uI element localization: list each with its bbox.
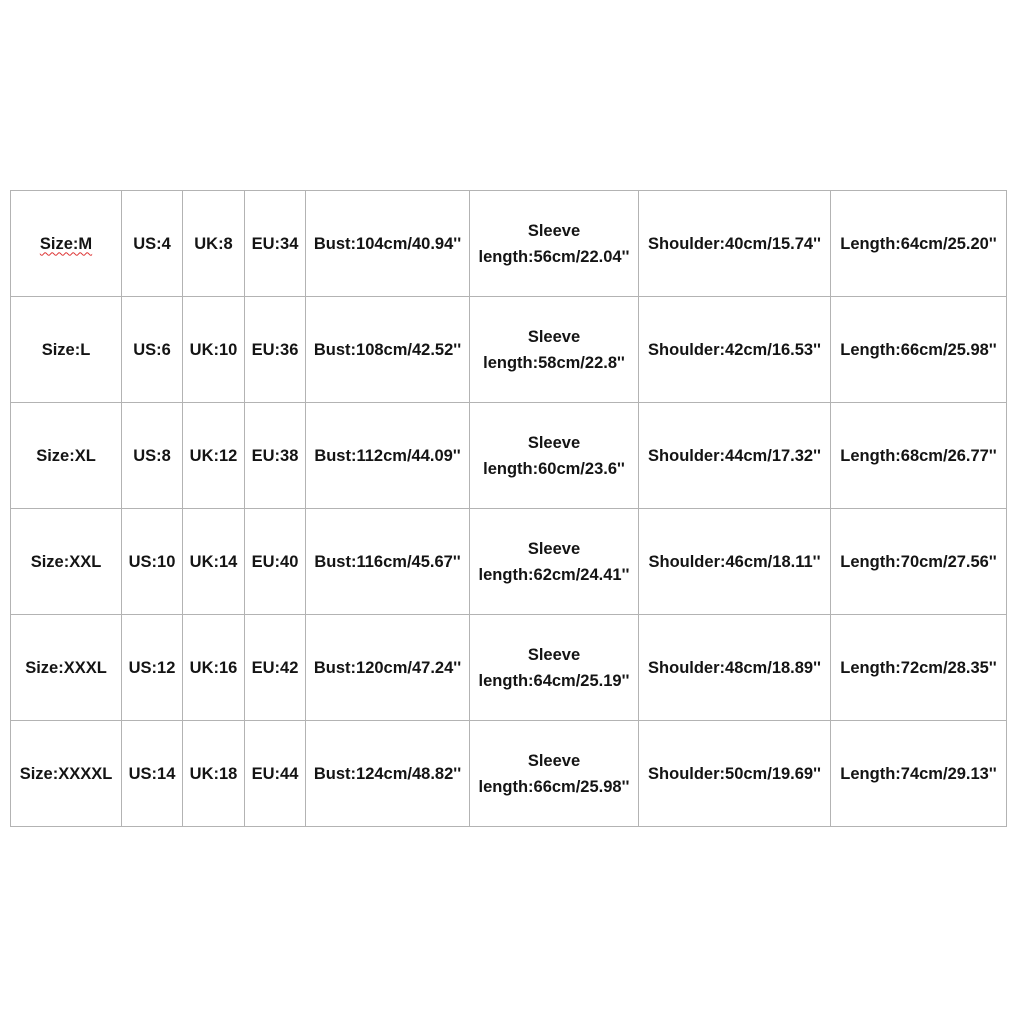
sleeve-cell xyxy=(470,191,639,297)
eu-size-cell xyxy=(245,509,306,615)
us-size-label: US:4 xyxy=(133,234,171,253)
sleeve-cell xyxy=(470,297,639,403)
length-cell xyxy=(831,615,1007,721)
us-size-cell xyxy=(122,509,183,615)
bust-label: Bust:124cm/48.82'' xyxy=(313,764,462,783)
size-label: Size:L xyxy=(41,340,91,359)
size-label: Size:XL xyxy=(36,446,96,465)
length-cell xyxy=(831,403,1007,509)
us-size-label: US:6 xyxy=(133,340,171,359)
size-cell xyxy=(11,403,122,509)
us-size-label: US:12 xyxy=(128,658,176,677)
sleeve-label-line2: length:62cm/24.41'' xyxy=(478,565,630,584)
length-label: Length:68cm/26.77'' xyxy=(840,446,997,465)
shoulder-label: Shoulder:40cm/15.74'' xyxy=(648,234,821,253)
shoulder-cell xyxy=(639,191,831,297)
shoulder-cell xyxy=(639,403,831,509)
uk-size-label: UK:18 xyxy=(189,764,238,783)
size-cell xyxy=(11,297,122,403)
sleeve-label-line2: length:60cm/23.6'' xyxy=(483,459,625,478)
sleeve-cell xyxy=(470,615,639,721)
size-cell xyxy=(11,721,122,827)
sleeve-label-line1: Sleeve xyxy=(527,645,581,664)
shoulder-cell xyxy=(639,615,831,721)
bust-cell xyxy=(306,721,470,827)
bust-cell xyxy=(306,403,470,509)
size-chart-body xyxy=(11,191,1007,827)
bust-label: Bust:112cm/44.09'' xyxy=(314,446,461,465)
shoulder-label: Shoulder:48cm/18.89'' xyxy=(648,658,821,677)
eu-size-cell xyxy=(245,297,306,403)
sleeve-label-line2: length:56cm/22.04'' xyxy=(478,247,630,266)
sleeve-label-line2: length:66cm/25.98'' xyxy=(478,777,630,796)
uk-size-cell xyxy=(183,721,245,827)
eu-size-cell xyxy=(245,403,306,509)
size-label: Size:XXXXL xyxy=(19,764,113,783)
length-cell xyxy=(831,721,1007,827)
bust-label: Bust:116cm/45.67'' xyxy=(314,552,461,571)
bust-cell xyxy=(306,297,470,403)
sleeve-label-line2: length:64cm/25.19'' xyxy=(478,671,630,690)
eu-size-label: EU:36 xyxy=(251,340,299,359)
shoulder-label: Shoulder:46cm/18.11'' xyxy=(648,552,821,571)
uk-size-cell xyxy=(183,191,245,297)
length-label: Length:64cm/25.20'' xyxy=(840,234,997,253)
sleeve-label-line1: Sleeve xyxy=(527,539,581,558)
size-row xyxy=(11,191,1007,297)
us-size-cell xyxy=(122,615,183,721)
uk-size-label: UK:14 xyxy=(189,552,238,571)
uk-size-label: UK:12 xyxy=(189,446,238,465)
uk-size-label: UK:8 xyxy=(194,234,233,253)
uk-size-label: UK:16 xyxy=(189,658,238,677)
size-cell xyxy=(11,191,122,297)
bust-cell xyxy=(306,615,470,721)
uk-size-cell xyxy=(183,509,245,615)
eu-size-label: EU:44 xyxy=(251,764,299,783)
size-cell xyxy=(11,509,122,615)
us-size-label: US:10 xyxy=(128,552,176,571)
length-label: Length:70cm/27.56'' xyxy=(840,552,997,571)
uk-size-label: UK:10 xyxy=(189,340,238,359)
length-label: Length:72cm/28.35'' xyxy=(840,658,997,677)
bust-label: Bust:108cm/42.52'' xyxy=(313,340,462,359)
sleeve-label-line1: Sleeve xyxy=(527,751,581,770)
eu-size-label: EU:40 xyxy=(251,552,299,571)
sleeve-label-line2: length:58cm/22.8'' xyxy=(483,353,625,372)
shoulder-label: Shoulder:44cm/17.32'' xyxy=(648,446,821,465)
eu-size-cell xyxy=(245,615,306,721)
size-row xyxy=(11,403,1007,509)
us-size-cell xyxy=(122,721,183,827)
eu-size-cell xyxy=(245,191,306,297)
eu-size-label: EU:42 xyxy=(251,658,299,677)
uk-size-cell xyxy=(183,403,245,509)
size-row xyxy=(11,509,1007,615)
uk-size-cell xyxy=(183,615,245,721)
size-row xyxy=(11,615,1007,721)
sleeve-label-line1: Sleeve xyxy=(527,221,581,240)
length-cell xyxy=(831,191,1007,297)
shoulder-cell xyxy=(639,721,831,827)
eu-size-label: EU:34 xyxy=(251,234,299,253)
sleeve-label-line1: Sleeve xyxy=(527,327,581,346)
size-label: Size:XXL xyxy=(30,552,102,571)
bust-cell xyxy=(306,509,470,615)
length-label: Length:66cm/25.98'' xyxy=(840,340,997,359)
bust-label: Bust:104cm/40.94'' xyxy=(313,234,462,253)
size-row xyxy=(11,721,1007,827)
eu-size-label: EU:38 xyxy=(251,446,299,465)
us-size-cell xyxy=(122,191,183,297)
uk-size-cell xyxy=(183,297,245,403)
sleeve-cell xyxy=(470,509,639,615)
sleeve-label-line1: Sleeve xyxy=(527,433,581,452)
size-row xyxy=(11,297,1007,403)
shoulder-label: Shoulder:42cm/16.53'' xyxy=(648,340,821,359)
eu-size-cell xyxy=(245,721,306,827)
us-size-cell xyxy=(122,297,183,403)
size-label: Size:XXXL xyxy=(25,658,107,677)
us-size-cell xyxy=(122,403,183,509)
sleeve-cell xyxy=(470,721,639,827)
shoulder-cell xyxy=(639,509,831,615)
size-cell xyxy=(11,615,122,721)
us-size-label: US:8 xyxy=(133,446,171,465)
bust-cell xyxy=(306,191,470,297)
sleeve-cell xyxy=(470,403,639,509)
length-label: Length:74cm/29.13'' xyxy=(840,764,997,783)
shoulder-cell xyxy=(639,297,831,403)
length-cell xyxy=(831,509,1007,615)
size-label: Size:M xyxy=(39,234,93,253)
us-size-label: US:14 xyxy=(128,764,176,783)
length-cell xyxy=(831,297,1007,403)
size-chart-table xyxy=(10,190,1007,827)
shoulder-label: Shoulder:50cm/19.69'' xyxy=(648,764,821,783)
bust-label: Bust:120cm/47.24'' xyxy=(313,658,462,677)
